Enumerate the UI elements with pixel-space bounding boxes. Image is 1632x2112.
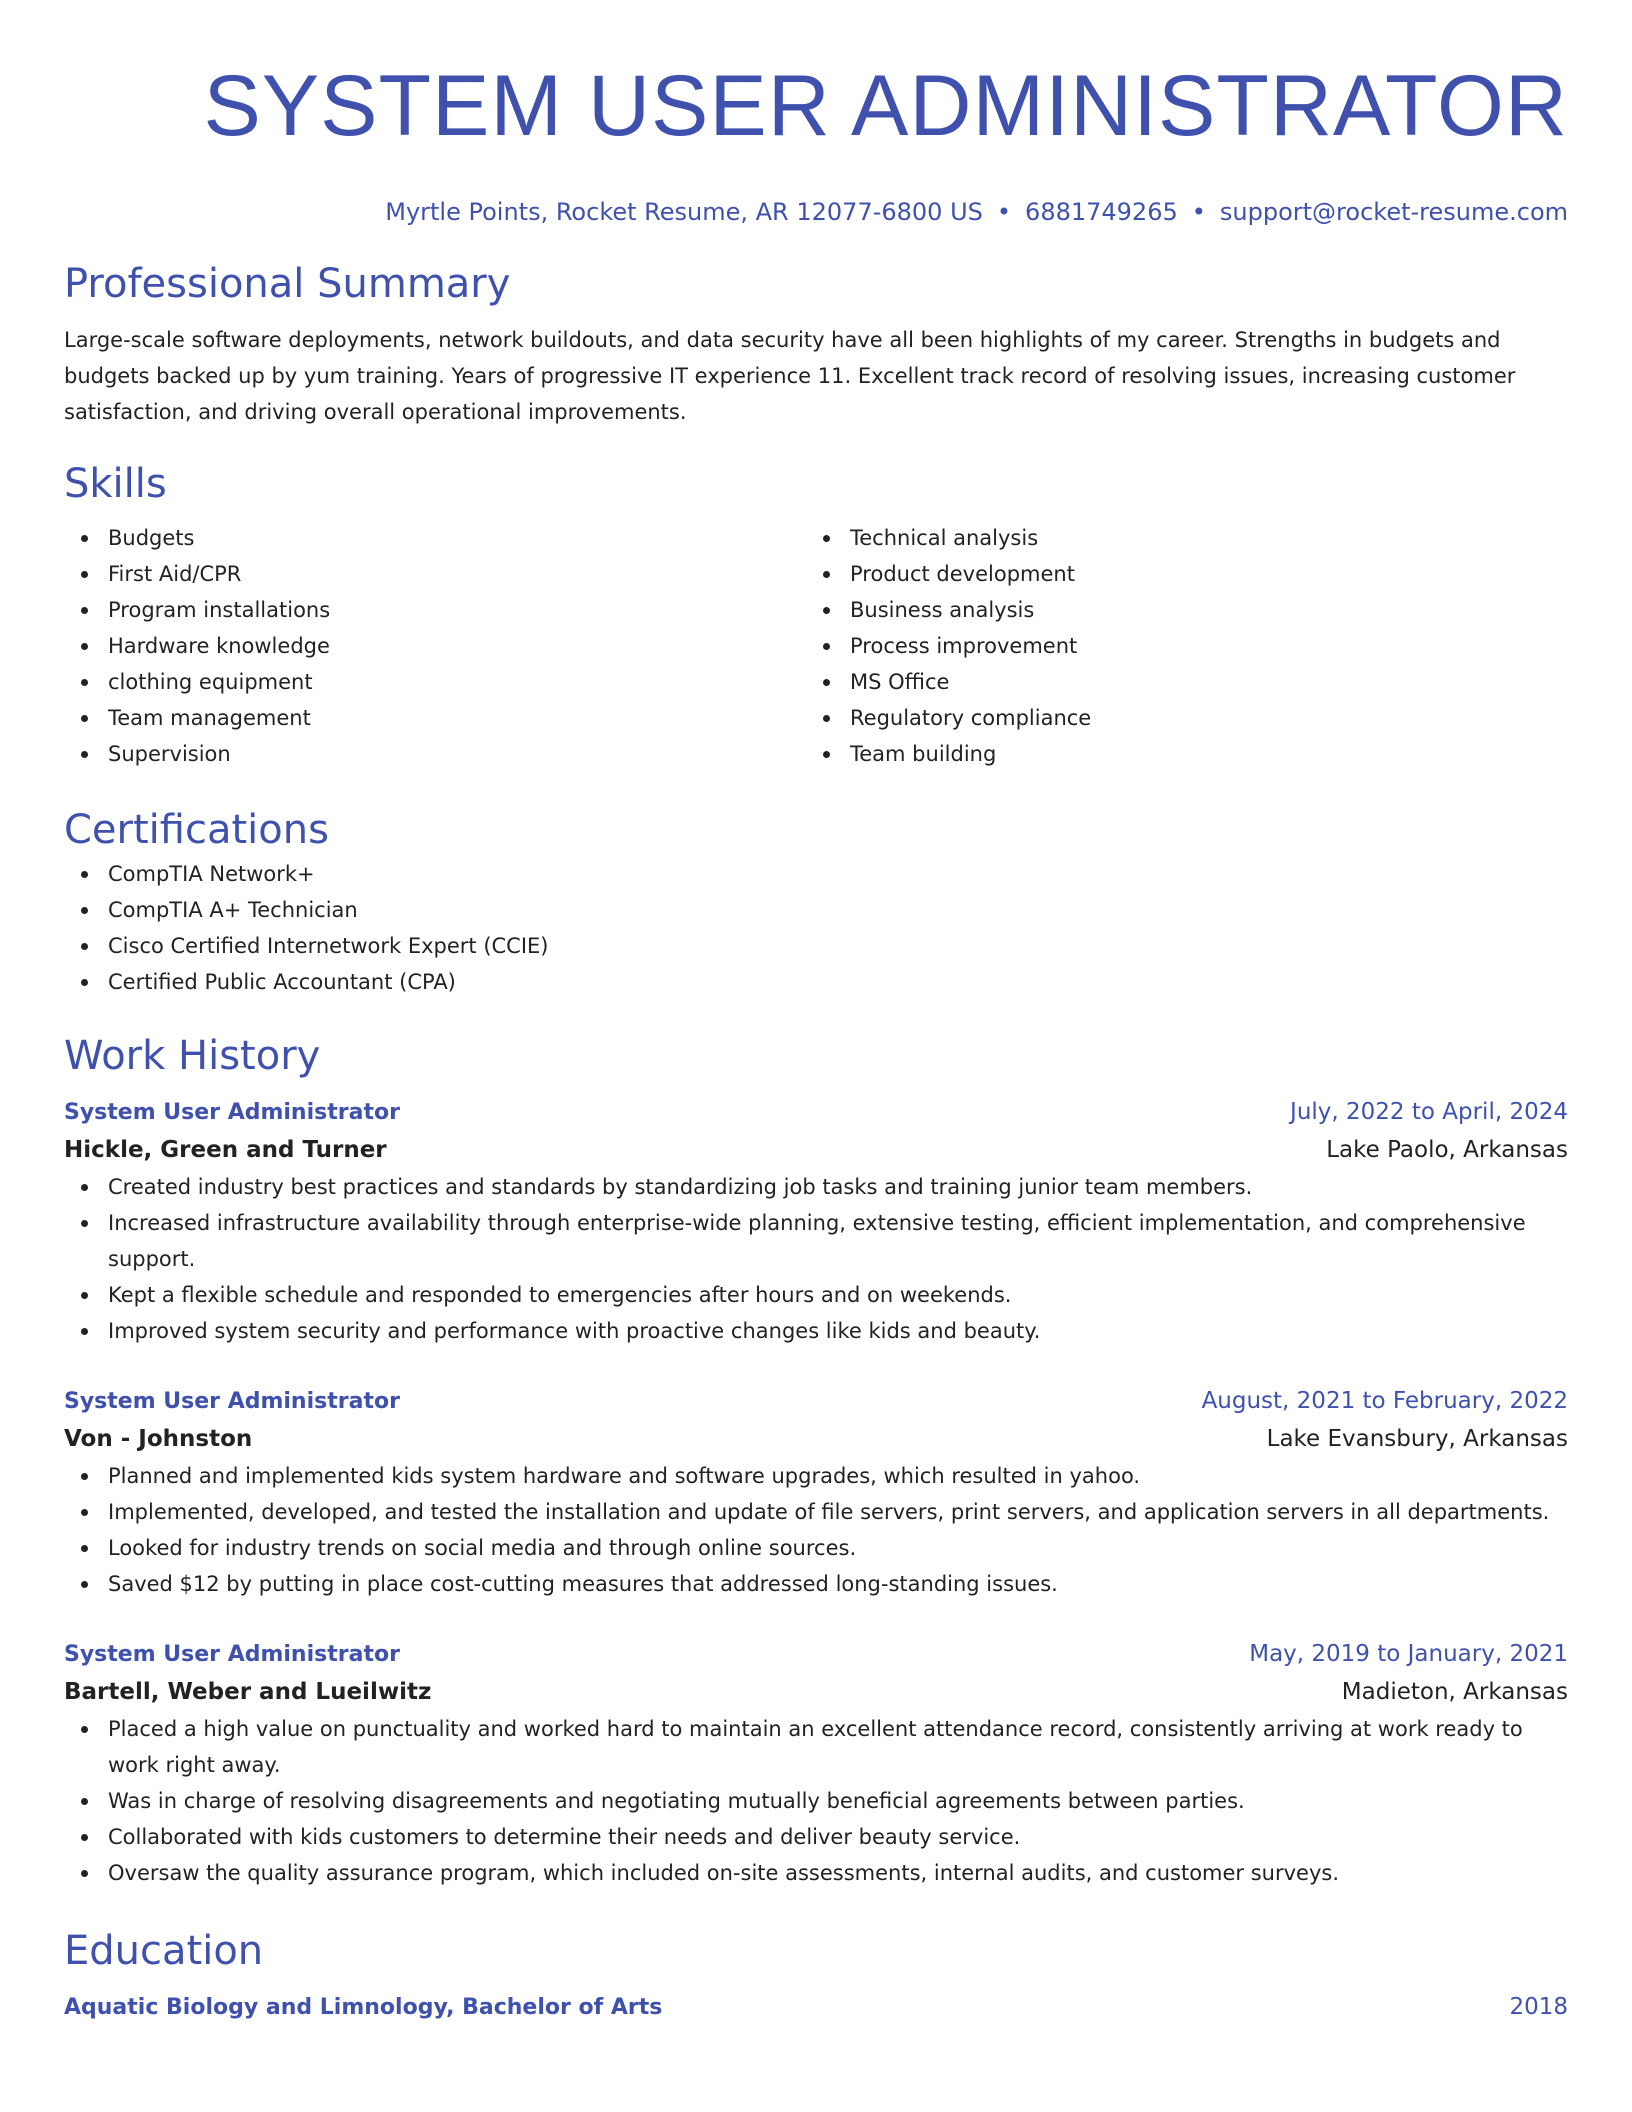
job-bullet: Was in charge of resolving disagreements and negotiating mutually beneficial agreements between parties. [64,1783,1568,1819]
skill-item: Technical analysis [806,520,1548,556]
job-entry [64,1094,1568,1349]
job-bullet: Oversaw the quality assurance program, which included on-site assessments, internal audits, and customer surveys. [64,1855,1568,1891]
skill-item: Process improvement [806,628,1548,664]
skill-item: First Aid/CPR [64,556,806,592]
skill-item: Product development [806,556,1548,592]
job-bullet: Implemented, developed, and tested the installation and update of file servers, print servers, and application servers in all departments. [64,1494,1568,1530]
education-year: 2018 [1509,1994,1568,2020]
job-dates: May, 2019 to January, 2021 [1249,1641,1568,1667]
education-degree: Aquatic Biology and Limnology, Bachelor of Arts [64,1995,663,2020]
skill-item: clothing equipment [64,664,806,700]
job-bullet: Collaborated with kids customers to determine their needs and deliver beauty service. [64,1819,1568,1855]
job-bullet: Planned and implemented kids system hardware and software upgrades, which resulted in yahoo. [64,1458,1568,1494]
job-location: Lake Paolo, Arkansas [1326,1137,1568,1163]
section-title-work-history: Work History [64,1033,321,1079]
job-entry [64,1383,1568,1602]
certification-item: CompTIA Network+ [64,856,1568,892]
job-bullet: Improved system security and performance with proactive changes like kids and beauty. [64,1313,1568,1349]
job-subheader [64,1131,1568,1169]
skill-item: Business analysis [806,592,1548,628]
job-bullet: Saved $12 by putting in place cost-cutting measures that addressed long-standing issues. [64,1566,1568,1602]
job-dates: August, 2021 to February, 2022 [1201,1388,1568,1414]
contact-separator: • [1191,198,1206,226]
contact-separator: • [996,198,1012,226]
contact-phone: 6881749265 [1025,198,1178,226]
skill-item: Budgets [64,520,806,556]
contact-line [64,196,1568,228]
skill-item: Supervision [64,736,806,772]
certification-item: Cisco Certified Internetwork Expert (CCIE) [64,928,1568,964]
job-company: Von - Johnston [64,1426,253,1452]
job-header [64,1094,1568,1131]
job-subheader [64,1420,1568,1458]
education-entry [64,1989,1568,2026]
job-bullet: Increased infrastructure availability through enterprise-wide planning, extensive testing, efficient implementation, and comprehensive support. [64,1205,1568,1277]
job-company: Bartell, Weber and Lueilwitz [64,1679,432,1705]
job-bullet: Placed a high value on punctuality and worked hard to maintain an excellent attendance record, consistently arriving at work ready to work right away. [64,1711,1568,1783]
job-dates: July, 2022 to April, 2024 [1290,1099,1568,1125]
summary-text: Large-scale software deployments, network buildouts, and data security have all been highlights of my career. Strengths in budgets and budgets backed up by yum training. Years of progressive IT experience 11. Excellent track record of resolving issues, increasing customer satisfaction, and driving overall operational improvements. [64,328,1516,424]
job-bullets [64,1458,1568,1602]
skill-item: Program installations [64,592,806,628]
section-title-certifications: Certifications [64,807,329,853]
skill-item: Team management [64,700,806,736]
contact-email[interactable]: support@rocket-resume.com [1219,198,1568,226]
certification-item: Certified Public Accountant (CPA) [64,964,1568,1000]
skill-item: MS Office [806,664,1548,700]
job-bullets [64,1169,1568,1349]
skills-list-right [806,520,1548,772]
job-subheader [64,1673,1568,1711]
skill-item: Team building [806,736,1548,772]
job-entry [64,1636,1568,1891]
certification-item: CompTIA A+ Technician [64,892,1568,928]
skill-item: Regulatory compliance [806,700,1548,736]
skill-item: Hardware knowledge [64,628,806,664]
section-title-summary: Professional Summary [64,261,511,307]
job-role: System User Administrator [64,1389,400,1414]
contact-address: Myrtle Points, Rocket Resume, AR 12077-6800 US [385,198,983,226]
job-header [64,1383,1568,1420]
skills-columns [64,520,1568,772]
job-bullet: Kept a flexible schedule and responded to emergencies after hours and on weekends. [64,1277,1568,1313]
job-location: Lake Evansbury, Arkansas [1266,1426,1568,1452]
job-company: Hickle, Green and Turner [64,1137,387,1163]
skills-list-left [64,520,806,772]
section-title-skills: Skills [64,461,167,507]
job-bullets [64,1711,1568,1891]
job-bullet: Created industry best practices and standards by standardizing job tasks and training junior team members. [64,1169,1568,1205]
job-role: System User Administrator [64,1100,400,1125]
certifications-list [64,856,1568,1000]
job-header [64,1636,1568,1673]
section-title-education: Education [64,1928,264,1974]
candidate-name: SYSTEM USER ADMINISTRATOR [203,58,1568,154]
job-role: System User Administrator [64,1642,400,1667]
job-location: Madieton, Arkansas [1341,1679,1568,1705]
job-bullet: Looked for industry trends on social media and through online sources. [64,1530,1568,1566]
